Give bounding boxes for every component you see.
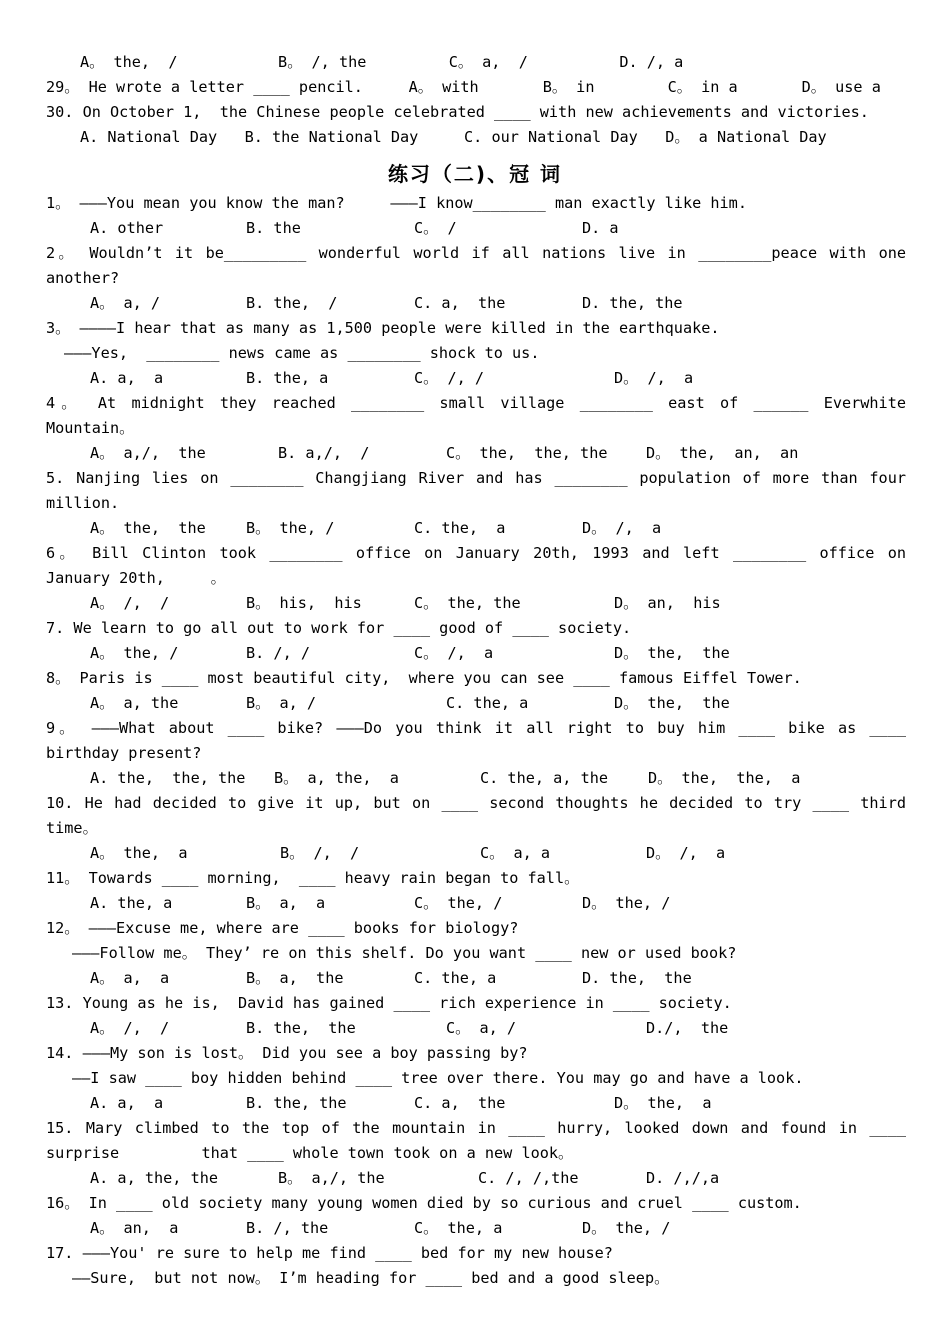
question-9-stem-cont: birthday present? xyxy=(46,744,202,762)
option-b: B。 his, his xyxy=(246,594,362,612)
option-c: C。 the, a xyxy=(414,1219,503,1237)
option-d: D. a xyxy=(582,219,619,237)
option-b: B。 the, / xyxy=(246,519,335,537)
option-d: D。 the, the xyxy=(614,644,730,662)
question-15-options xyxy=(90,1166,950,1191)
prev-question-options: A。 the, / B。 /, the C。 a, / D. /, a xyxy=(80,53,684,71)
option-d: D。 the, the xyxy=(614,694,730,712)
question-1-options xyxy=(90,216,950,241)
question-14-options xyxy=(90,1091,950,1116)
option-c: C。 /, a xyxy=(414,644,494,662)
question-5-stem-cont: million. xyxy=(46,494,120,512)
option-b: B. a,/, / xyxy=(278,444,370,462)
option-c: C。 a, a xyxy=(480,844,551,862)
option-c: C。 /, / xyxy=(414,369,485,387)
question-2-stem: 2。 Wouldn’t it be_________ wonderful world if all nations live in ________peace with one xyxy=(46,244,906,262)
question-6-options xyxy=(90,591,950,616)
question-5-stem: 5. Nanjing lies on ________ Changjiang River and has ________ population of more than four xyxy=(46,469,906,487)
question-14-stem-cont: ——I saw ____ boy hidden behind ____ tree over there. You may go and have a look. xyxy=(72,1069,804,1087)
option-a: A。 a, / xyxy=(90,294,161,312)
option-a: A. a, the, the xyxy=(90,1169,219,1187)
option-a: A。 the, / xyxy=(90,644,179,662)
question-29: 29。 He wrote a letter ____ pencil. A。 with B。 in C。 in a D。 use a xyxy=(46,78,881,96)
question-2-options xyxy=(90,291,950,316)
option-a: A。 /, / xyxy=(90,1019,170,1037)
option-b: B. the, the xyxy=(246,1019,356,1037)
question-12-options xyxy=(90,966,950,991)
question-10-stem-cont: time。 xyxy=(46,819,98,837)
option-d: D。 the, / xyxy=(582,894,671,912)
question-1-stem: 1。 ———You mean you know the man? ———I know________ man exactly like him. xyxy=(46,194,747,212)
option-d: D. the, the xyxy=(582,969,692,987)
option-c: C。 the, the xyxy=(414,594,521,612)
option-c: C. the, a xyxy=(414,519,506,537)
option-d: D。 /, a xyxy=(582,519,662,537)
question-12-stem: 12。 ———Excuse me, where are ____ books for biology? xyxy=(46,919,519,937)
question-7-stem: 7. We learn to go all out to work for ____ good of ____ society. xyxy=(46,619,632,637)
question-12-stem-cont: ———Follow me。 They’ re on this shelf. Do you want ____ new or used book? xyxy=(72,944,737,962)
option-c: C。 the, the, the xyxy=(446,444,608,462)
option-a: A。 a,/, the xyxy=(90,444,206,462)
option-c: C。 the, / xyxy=(414,894,503,912)
option-b: B. the xyxy=(246,219,301,237)
option-a: A。 the, the xyxy=(90,519,206,537)
question-30-options: A. National Day B. the National Day C. our National Day D。 a National Day xyxy=(80,128,827,146)
option-a: A. a, a xyxy=(90,1094,164,1112)
question-4-options xyxy=(90,441,950,466)
question-5-options xyxy=(90,516,950,541)
option-c: C. the, a xyxy=(414,969,497,987)
option-c: C. the, a xyxy=(446,694,529,712)
question-3-options xyxy=(90,366,950,391)
option-b: B. the, a xyxy=(246,369,329,387)
question-6-stem: 6。 Bill Clinton took ________ office on January 20th, 1993 and left ________ office on xyxy=(46,544,906,562)
question-10-options xyxy=(90,841,950,866)
question-15-stem: 15. Mary climbed to the top of the mountain in ____ hurry, looked down and found in ____ xyxy=(46,1119,906,1137)
option-d: D。 /, a xyxy=(614,369,694,387)
question-7-options xyxy=(90,641,950,666)
option-d: D./, the xyxy=(646,1019,729,1037)
option-a: A. other xyxy=(90,219,164,237)
question-8-options xyxy=(90,691,950,716)
option-d: D。 the, / xyxy=(582,1219,671,1237)
question-30: 30. On October 1, the Chinese people celebrated ____ with new achievements and victories. xyxy=(46,103,869,121)
option-d: D。 the, a xyxy=(614,1094,712,1112)
option-b: B. /, / xyxy=(246,644,311,662)
question-6-stem-cont: January 20th, 。 xyxy=(46,569,226,587)
option-a: A。 the, a xyxy=(90,844,188,862)
question-4-stem-cont: Mountain。 xyxy=(46,419,135,437)
question-10-stem: 10. He had decided to give it up, but on ____ second thoughts he decided to try ____ third xyxy=(46,794,906,812)
question-8-stem: 8。 Paris is ____ most beautiful city, where you can see ____ famous Eiffel Tower. xyxy=(46,669,802,687)
option-c: C。 a, / xyxy=(446,1019,517,1037)
question-11-options xyxy=(90,891,950,916)
option-b: B。 a, a xyxy=(246,894,326,912)
option-c: C. the, a, the xyxy=(480,769,609,787)
option-b: B。 a, the xyxy=(246,969,344,987)
option-a: A. a, a xyxy=(90,369,164,387)
option-a: A. the, the, the xyxy=(90,769,246,787)
section-title: 练习（二)、冠 词 xyxy=(387,162,563,186)
option-d: D。 the, the, a xyxy=(648,769,801,787)
question-9-stem: 9。 ———What about ____ bike? ———Do you think it all right to buy him ____ bike as ____ xyxy=(46,719,906,737)
option-b: B。 a, the, a xyxy=(274,769,399,787)
question-3-stem-cont: ———Yes, ________ news came as ________ shock to us. xyxy=(64,344,540,362)
option-c: C. /, /,the xyxy=(478,1169,579,1187)
question-17-stem: 17. ———You' re sure to help me find ____ bed for my new house? xyxy=(46,1244,613,1262)
question-16-options xyxy=(90,1216,950,1241)
option-b: B。 a, / xyxy=(246,694,317,712)
option-a: A. the, a xyxy=(90,894,173,912)
question-16-stem: 16。 In ____ old society many young women died by so curious and cruel ____ custom. xyxy=(46,1194,802,1212)
option-a: A。 a, a xyxy=(90,969,170,987)
question-2-stem-cont: another? xyxy=(46,269,120,287)
question-4-stem: 4。 At midnight they reached ________ small village ________ east of ______ Everwhite xyxy=(46,394,906,412)
option-d: D。 the, an, an xyxy=(646,444,799,462)
question-13-stem: 13. Young as he is, David has gained ____ rich experience in ____ society. xyxy=(46,994,732,1012)
question-9-options xyxy=(90,766,950,791)
option-d: D。 an, his xyxy=(614,594,721,612)
option-d: D。 /, a xyxy=(646,844,726,862)
option-b: B。 a,/, the xyxy=(278,1169,385,1187)
option-c: C. a, the xyxy=(414,1094,506,1112)
option-b: B. /, the xyxy=(246,1219,329,1237)
option-b: B. the, the xyxy=(246,1094,347,1112)
question-13-options xyxy=(90,1016,950,1041)
option-a: A。 an, a xyxy=(90,1219,179,1237)
option-b: B。 /, / xyxy=(280,844,360,862)
question-14-stem: 14. ———My son is lost。 Did you see a boy passing by? xyxy=(46,1044,528,1062)
option-d: D. /,/,a xyxy=(646,1169,720,1187)
option-a: A。 /, / xyxy=(90,594,170,612)
question-3-stem: 3。 ————I hear that as many as 1,500 people were killed in the earthquake. xyxy=(46,319,720,337)
option-a: A。 a, the xyxy=(90,694,179,712)
question-11-stem: 11。 Towards ____ morning, ____ heavy rain began to fall。 xyxy=(46,869,580,887)
option-d: D. the, the xyxy=(582,294,683,312)
option-b: B. the, / xyxy=(246,294,338,312)
option-c: C. a, the xyxy=(414,294,506,312)
option-c: C。 / xyxy=(414,219,457,237)
question-15-stem-cont: surprise that ____ whole town took on a new look。 xyxy=(46,1144,574,1162)
question-17-stem-cont: ——Sure, but not now。 I’m heading for ____ bed and a good sleep。 xyxy=(72,1269,670,1287)
